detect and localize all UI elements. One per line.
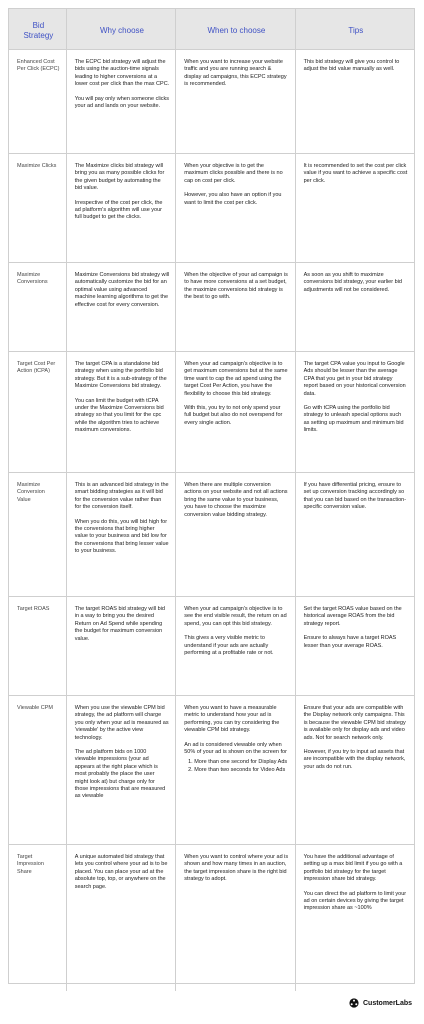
when-list: [184, 759, 288, 774]
when-text: When the objective of your ad campaign is to have more conversions at a set budget, the maximize conversions bid strategy is the best to go with.: [184, 272, 288, 301]
tips-text: However, if you try to input ad assets that are incompatible with the display network, your ads do not run.: [303, 749, 406, 770]
when-text: When your objective is to get the maximum clicks possible and there is no cap on cost per click.: [184, 163, 283, 184]
tips-text: Go with tCPA using the portfolio bid strategy to unleash special options such as setting up maximum and minimum bid limits.: [303, 405, 404, 434]
why-choose-cell: [67, 352, 176, 472]
when-text: When your ad campaign's objective is to get maximum conversions but at the same time want to cap the ad spend using the target Cost Per Action, you have the flexibility to choose this bid strategy.: [184, 361, 288, 397]
strategy-name: Target Impression Share: [9, 845, 67, 991]
tips-cell: [296, 597, 414, 695]
table-row: [9, 154, 414, 263]
strategy-name: Maximize Conversions: [9, 263, 67, 351]
why-text: This is an advanced bid strategy in the smart bidding strategies as it will bid for the conversion value rather than for the conversion itself.: [74, 482, 169, 511]
table-row: [9, 597, 414, 696]
header-bid-strategy: Bid Strategy: [9, 9, 67, 49]
brand-name: CustomerLabs: [363, 999, 413, 1007]
strategy-name: Target ROAS: [9, 597, 67, 695]
table-row: [9, 696, 414, 845]
tips-cell: [296, 696, 414, 844]
when-to-choose-cell: [176, 696, 295, 844]
tips-text: As soon as you shift to maximize conversions bid strategy, your earlier bid adjustments will not be considered.: [303, 272, 402, 293]
strategy-name: Maximize Conversion Value: [9, 473, 67, 596]
header-why-choose: Why choose: [67, 9, 176, 49]
strategy-name: Target Cost Per Action (tCPA): [9, 352, 67, 472]
table-row: [9, 50, 414, 154]
header-when-to-choose: When to choose: [176, 9, 295, 49]
why-choose-cell: [67, 473, 176, 596]
why-text: Irrespective of the cost per click, the ad platform's algorithm will use your full budget to get the clicks.: [74, 199, 163, 221]
why-text: The Maximize clicks bid strategy will bring you as many possible clicks for the given budget by automating the bid value.: [74, 163, 165, 192]
why-text: The ad platform bids on 1000 viewable impressions (your ad appears at the right place which is most probably the place the user might look at) but charge only for those impressions that are measured as viewable: [74, 749, 166, 800]
when-text: This gives a very visible metric to understand if your ads are actually performing at a profitable rate or not.: [184, 635, 274, 657]
why-choose-cell: [67, 263, 176, 351]
tips-text: If you have differential pricing, ensure to set up conversion tracking accordingly so that you can bid based on the transaction-specific conversion value.: [303, 482, 407, 511]
why-text: You can limit the budget with tCPA under the Maximize Conversions bid strategy so that you limit for the cpc while the algorithm tries to achieve maximum conversions.: [74, 397, 164, 434]
tips-text: You can direct the ad platform to limit your ad on certain devices by giving the target impression share as ~100%: [303, 890, 407, 912]
when-to-choose-cell: [176, 154, 295, 262]
when-text: When you want to have a measurable metric to understand how your ad is performing, you can try considering the viewable CPM bid strategy.: [184, 705, 280, 734]
when-to-choose-cell: [176, 845, 295, 991]
when-text: However, you also have an option if you want to limit the cost per click.: [184, 192, 282, 206]
tips-text: Set the target ROAS value based on the historical average ROAS from the bid strategy report.: [303, 606, 402, 627]
when-to-choose-cell: [176, 473, 295, 596]
when-to-choose-cell: [176, 50, 295, 153]
header-tips: Tips: [348, 25, 364, 35]
table-header: [9, 9, 414, 50]
why-choose-cell: [67, 696, 176, 844]
list-item: 2. More than two seconds for Video Ads: [194, 767, 288, 774]
list-item: 1. More than one second for Display Ads: [194, 759, 288, 766]
strategy-name: Viewable CPM: [9, 696, 67, 844]
why-text: The target CPA is a standalone bid strategy when using the portfolio bid strategy. But it is a sub-strategy of the Maximize Conversions bid strategy.: [74, 361, 167, 390]
tips-text: Ensure to always have a target ROAS lesser than your average ROAS.: [303, 635, 397, 649]
tips-cell: [296, 473, 414, 596]
tips-cell: [296, 50, 414, 153]
why-text: When you use the viewable CPM bid strategy, the ad platform will charge you only when your ad is measured as 'viewable' by the active view technology.: [74, 705, 169, 741]
why-choose-cell: [67, 154, 176, 262]
tips-cell: [296, 263, 414, 351]
why-text: When you do this, you will bid high for the conversions that bring higher value to your business and bid low for the conversions that bring lesser value to your business.: [74, 518, 169, 555]
table-row: [9, 845, 414, 991]
why-text: You will pay only when someone clicks your ad and lands on your website.: [74, 95, 170, 110]
tips-text: It is recommended to set the cost per click value if you want to achieve a specific cost per click.: [303, 163, 408, 184]
strategy-name: Maximize Clicks: [9, 154, 67, 262]
bid-strategy-table: [8, 8, 415, 984]
why-text: A unique automated bid strategy that lets you control where your ad is to be placed. You can place your ad at the absolute top, top, or anywhere on the search page.: [74, 854, 168, 890]
when-to-choose-cell: [176, 352, 295, 472]
why-text: The target ROAS bid strategy will bid in a way to bring you the desired Return on Ad Spend while spending the budget for maximum conversion value.: [74, 606, 165, 642]
table-row: [9, 473, 414, 597]
tips-text: The target CPA value you input to Google Ads should be lesser than the average CPA that you get in your bid strategy report based on your historical conversion data.: [303, 361, 406, 397]
tips-text: This bid strategy will give you control to adjust the bid value manually as well.: [303, 59, 400, 73]
when-text: When you want to control where your ad is shown and how many times in an auction, the target impression share is the right bid strategy to adopt.: [184, 854, 289, 883]
when-text: When there are multiple conversion actions on your website and not all actions bring the same value to your business, you have to choose the maximize conversion value bidding strategy.: [184, 482, 288, 518]
tips-text: You have the additional advantage of setting up a max bid limit if you go with a portfolio bid strategy for the target impression share bid strategy.: [303, 854, 403, 883]
when-text: When your ad campaign's objective is to see the end visible result, the return on ad spend, you can opt this bid strategy.: [184, 606, 287, 627]
when-text: An ad is considered viewable only when 50% of your ad is shown on the screen for: [184, 741, 287, 756]
table-row: [9, 263, 414, 352]
why-text: Maximize Conversions bid strategy will automatically customize the bid for an optimal value using advanced machine learning algorithms to get the effective cost for every conversion.: [74, 272, 170, 308]
brand-footer: [349, 998, 412, 1008]
why-text: The ECPC bid strategy will adjust the bids using the auction-time signals leading to higher conversions at a lower cost per click than the max CPC.: [74, 59, 170, 88]
tips-cell: [296, 352, 414, 472]
when-text: With this, you try to not only spend your full budget but also do not overspend for every single action.: [184, 405, 283, 426]
when-text: When you want to increase your website traffic and you are running search & display ad campaigns, this ECPC strategy is recommended.: [184, 59, 287, 88]
strategy-name: Enhanced Cost Per Click (ECPC): [9, 50, 67, 153]
tips-cell: [296, 845, 414, 991]
when-to-choose-cell: [176, 597, 295, 695]
tips-cell: [296, 154, 414, 262]
why-choose-cell: [67, 597, 176, 695]
why-choose-cell: [67, 50, 176, 153]
table-row: [9, 352, 414, 473]
tips-text: Ensure that your ads are compatible with the Display network only campaigns. This is because the viewable CPM bid strategy is available only for display ads and video ads. Not for search network only.: [303, 705, 406, 741]
customerlabs-logo-icon: [349, 998, 359, 1008]
why-choose-cell: [67, 845, 176, 991]
when-to-choose-cell: [176, 263, 295, 351]
